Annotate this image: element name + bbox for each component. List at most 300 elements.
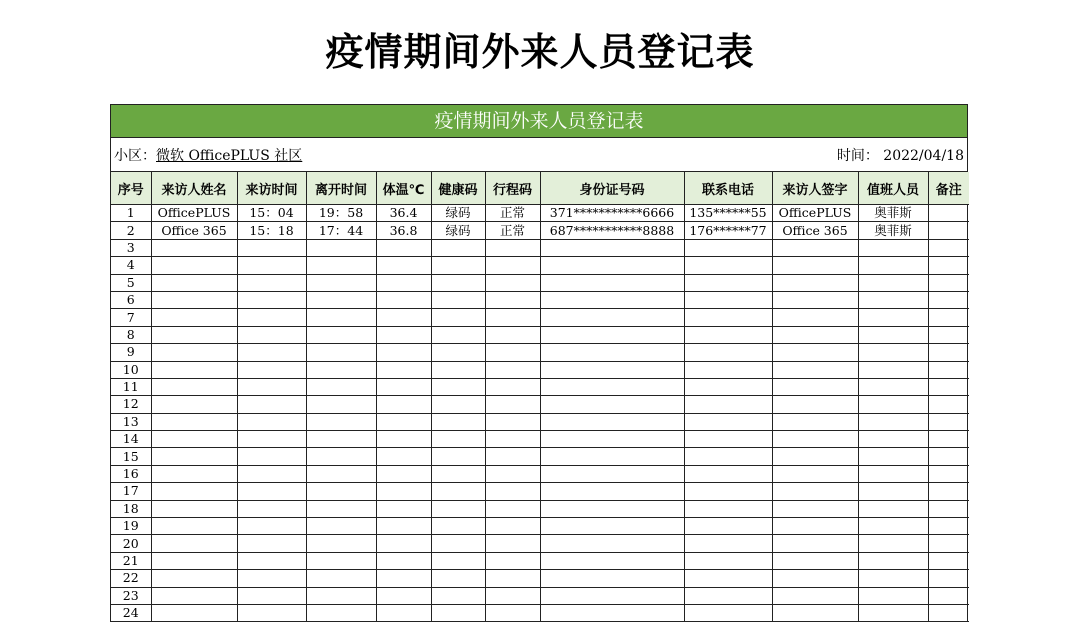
table-cell-temperature[interactable] bbox=[376, 483, 431, 500]
table-cell-health-code[interactable] bbox=[431, 361, 485, 378]
table-cell-visit-time[interactable] bbox=[237, 413, 306, 430]
row-index-cell: 20 bbox=[111, 535, 151, 552]
table-cell-id-number[interactable] bbox=[540, 448, 684, 465]
table-row bbox=[111, 465, 969, 482]
table-cell-remarks[interactable] bbox=[928, 518, 969, 535]
table-cell-travel-code[interactable] bbox=[485, 500, 540, 517]
table-cell-duty-staff[interactable] bbox=[858, 535, 928, 552]
header-col-duty-staff: 值班人员 bbox=[858, 172, 928, 205]
table-cell-visitor-name[interactable] bbox=[151, 274, 237, 291]
table-cell-travel-code[interactable] bbox=[485, 552, 540, 569]
community-value[interactable]: 微软 OfficePLUS 社区 bbox=[156, 147, 303, 164]
table-cell-temperature[interactable] bbox=[376, 396, 431, 413]
table-cell-visit-time[interactable] bbox=[237, 361, 306, 378]
header-col-leave-time: 离开时间 bbox=[306, 172, 376, 205]
table-cell-remarks[interactable] bbox=[928, 465, 969, 482]
table-cell-travel-code[interactable] bbox=[485, 570, 540, 587]
table-cell-remarks[interactable] bbox=[928, 291, 969, 308]
table-cell-visitor-name[interactable] bbox=[151, 518, 237, 535]
table-cell-signature[interactable] bbox=[772, 413, 858, 430]
table-cell-duty-staff[interactable] bbox=[858, 309, 928, 326]
table-cell-visitor-name[interactable] bbox=[151, 465, 237, 482]
table-cell-remarks[interactable] bbox=[928, 205, 969, 222]
table-cell-temperature[interactable] bbox=[376, 552, 431, 569]
table-cell-signature[interactable]: OfficePLUS bbox=[772, 205, 858, 222]
table-cell-signature[interactable] bbox=[772, 396, 858, 413]
table-cell-leave-time[interactable]: 19：58 bbox=[306, 205, 376, 222]
table-cell-visitor-name[interactable] bbox=[151, 587, 237, 604]
table-cell-visitor-name[interactable] bbox=[151, 239, 237, 256]
table-cell-leave-time[interactable] bbox=[306, 396, 376, 413]
table-cell-phone[interactable] bbox=[684, 378, 772, 395]
row-index-cell: 6 bbox=[111, 291, 151, 308]
table-cell-signature[interactable] bbox=[772, 483, 858, 500]
table-cell-visit-time[interactable] bbox=[237, 570, 306, 587]
table-cell-signature[interactable] bbox=[772, 500, 858, 517]
table-cell-visit-time[interactable]: 15：18 bbox=[237, 222, 306, 239]
table-cell-travel-code[interactable] bbox=[485, 465, 540, 482]
table-cell-leave-time[interactable] bbox=[306, 344, 376, 361]
table-cell-leave-time[interactable] bbox=[306, 413, 376, 430]
row-index-cell: 24 bbox=[111, 604, 151, 621]
table-cell-travel-code[interactable] bbox=[485, 344, 540, 361]
table-cell-visit-time[interactable] bbox=[237, 309, 306, 326]
table-cell-duty-staff[interactable] bbox=[858, 500, 928, 517]
table-cell-temperature[interactable] bbox=[376, 291, 431, 308]
row-index-cell: 10 bbox=[111, 361, 151, 378]
table-cell-travel-code[interactable] bbox=[485, 396, 540, 413]
table-cell-remarks[interactable] bbox=[928, 448, 969, 465]
table-cell-id-number[interactable] bbox=[540, 257, 684, 274]
table-cell-visit-time[interactable] bbox=[237, 448, 306, 465]
table-cell-duty-staff[interactable] bbox=[858, 465, 928, 482]
sheet-banner-title: 疫情期间外来人员登记表 bbox=[111, 105, 967, 138]
table-cell-visit-time[interactable] bbox=[237, 465, 306, 482]
table-cell-travel-code[interactable] bbox=[485, 239, 540, 256]
table-cell-signature[interactable] bbox=[772, 291, 858, 308]
table-cell-leave-time[interactable] bbox=[306, 257, 376, 274]
table-cell-travel-code[interactable] bbox=[485, 326, 540, 343]
table-cell-visit-time[interactable] bbox=[237, 326, 306, 343]
table-cell-id-number[interactable] bbox=[540, 413, 684, 430]
table-cell-visitor-name[interactable] bbox=[151, 291, 237, 308]
table-cell-leave-time[interactable]: 17：44 bbox=[306, 222, 376, 239]
table-cell-health-code[interactable] bbox=[431, 483, 485, 500]
table-cell-temperature[interactable] bbox=[376, 413, 431, 430]
table-cell-remarks[interactable] bbox=[928, 274, 969, 291]
row-index-cell: 13 bbox=[111, 413, 151, 430]
table-cell-health-code[interactable]: 绿码 bbox=[431, 222, 485, 239]
table-cell-temperature[interactable] bbox=[376, 274, 431, 291]
table-cell-leave-time[interactable] bbox=[306, 604, 376, 621]
table-cell-duty-staff[interactable] bbox=[858, 291, 928, 308]
table-cell-id-number[interactable]: 371***********6666 bbox=[540, 205, 684, 222]
table-cell-travel-code[interactable] bbox=[485, 361, 540, 378]
table-cell-phone[interactable] bbox=[684, 361, 772, 378]
table-cell-duty-staff[interactable] bbox=[858, 361, 928, 378]
table-cell-id-number[interactable] bbox=[540, 431, 684, 448]
table-cell-leave-time[interactable] bbox=[306, 570, 376, 587]
table-cell-phone[interactable] bbox=[684, 396, 772, 413]
table-cell-duty-staff[interactable] bbox=[858, 274, 928, 291]
header-col-travel-code: 行程码 bbox=[485, 172, 540, 205]
table-cell-remarks[interactable] bbox=[928, 431, 969, 448]
table-cell-temperature[interactable] bbox=[376, 431, 431, 448]
header-col-index: 序号 bbox=[111, 172, 151, 205]
table-cell-remarks[interactable] bbox=[928, 535, 969, 552]
table-cell-health-code[interactable] bbox=[431, 413, 485, 430]
table-cell-visitor-name[interactable] bbox=[151, 604, 237, 621]
table-cell-travel-code[interactable] bbox=[485, 431, 540, 448]
table-cell-remarks[interactable] bbox=[928, 309, 969, 326]
table-cell-phone[interactable] bbox=[684, 552, 772, 569]
table-row bbox=[111, 552, 969, 569]
table-cell-health-code[interactable] bbox=[431, 309, 485, 326]
table-cell-visit-time[interactable] bbox=[237, 274, 306, 291]
table-cell-phone[interactable] bbox=[684, 500, 772, 517]
table-cell-travel-code[interactable] bbox=[485, 483, 540, 500]
row-index-cell: 19 bbox=[111, 518, 151, 535]
table-cell-visitor-name[interactable] bbox=[151, 361, 237, 378]
table-cell-visit-time[interactable] bbox=[237, 239, 306, 256]
table-cell-visit-time[interactable] bbox=[237, 535, 306, 552]
table-cell-id-number[interactable] bbox=[540, 344, 684, 361]
table-cell-leave-time[interactable] bbox=[306, 378, 376, 395]
table-cell-temperature[interactable] bbox=[376, 535, 431, 552]
table-cell-remarks[interactable] bbox=[928, 326, 969, 343]
table-cell-health-code[interactable] bbox=[431, 326, 485, 343]
table-cell-health-code[interactable] bbox=[431, 291, 485, 308]
table-cell-id-number[interactable] bbox=[540, 465, 684, 482]
table-row bbox=[111, 518, 969, 535]
table-cell-phone[interactable] bbox=[684, 413, 772, 430]
table-cell-duty-staff[interactable] bbox=[858, 413, 928, 430]
table-cell-remarks[interactable] bbox=[928, 587, 969, 604]
table-cell-duty-staff[interactable] bbox=[858, 587, 928, 604]
table-row bbox=[111, 257, 969, 274]
table-cell-leave-time[interactable] bbox=[306, 483, 376, 500]
table-cell-visitor-name[interactable] bbox=[151, 396, 237, 413]
table-cell-duty-staff[interactable] bbox=[858, 518, 928, 535]
table-cell-health-code[interactable] bbox=[431, 587, 485, 604]
table-cell-phone[interactable] bbox=[684, 431, 772, 448]
table-cell-health-code[interactable] bbox=[431, 448, 485, 465]
table-cell-duty-staff[interactable]: 奥菲斯 bbox=[858, 205, 928, 222]
table-cell-temperature[interactable] bbox=[376, 309, 431, 326]
row-index-cell: 1 bbox=[111, 205, 151, 222]
table-cell-visitor-name[interactable] bbox=[151, 326, 237, 343]
table-cell-travel-code[interactable] bbox=[485, 604, 540, 621]
table-cell-signature[interactable] bbox=[772, 239, 858, 256]
table-cell-temperature[interactable] bbox=[376, 344, 431, 361]
table-cell-phone[interactable] bbox=[684, 239, 772, 256]
table-cell-duty-staff[interactable] bbox=[858, 239, 928, 256]
table-cell-phone[interactable] bbox=[684, 291, 772, 308]
table-cell-health-code[interactable] bbox=[431, 274, 485, 291]
table-cell-temperature[interactable] bbox=[376, 257, 431, 274]
table-cell-visit-time[interactable]: 15：04 bbox=[237, 205, 306, 222]
table-cell-duty-staff[interactable] bbox=[858, 483, 928, 500]
table-cell-duty-staff[interactable] bbox=[858, 326, 928, 343]
table-row bbox=[111, 309, 969, 326]
table-cell-health-code[interactable] bbox=[431, 518, 485, 535]
table-cell-visit-time[interactable] bbox=[237, 518, 306, 535]
table-cell-phone[interactable] bbox=[684, 570, 772, 587]
table-cell-health-code[interactable] bbox=[431, 465, 485, 482]
table-cell-visit-time[interactable] bbox=[237, 604, 306, 621]
table-cell-signature[interactable] bbox=[772, 552, 858, 569]
table-cell-remarks[interactable] bbox=[928, 344, 969, 361]
table-cell-temperature[interactable] bbox=[376, 587, 431, 604]
table-row bbox=[111, 222, 969, 239]
table-cell-id-number[interactable] bbox=[540, 552, 684, 569]
table-cell-id-number[interactable] bbox=[540, 274, 684, 291]
table-cell-temperature[interactable] bbox=[376, 465, 431, 482]
table-cell-id-number[interactable] bbox=[540, 309, 684, 326]
table-cell-travel-code[interactable] bbox=[485, 291, 540, 308]
table-cell-leave-time[interactable] bbox=[306, 274, 376, 291]
table-cell-travel-code[interactable] bbox=[485, 413, 540, 430]
table-cell-remarks[interactable] bbox=[928, 604, 969, 621]
table-cell-health-code[interactable] bbox=[431, 552, 485, 569]
table-cell-visit-time[interactable] bbox=[237, 587, 306, 604]
table-cell-remarks[interactable] bbox=[928, 239, 969, 256]
table-cell-duty-staff[interactable] bbox=[858, 344, 928, 361]
table-cell-remarks[interactable] bbox=[928, 413, 969, 430]
table-cell-signature[interactable] bbox=[772, 518, 858, 535]
row-index-cell: 11 bbox=[111, 378, 151, 395]
table-cell-phone[interactable] bbox=[684, 483, 772, 500]
table-cell-id-number[interactable] bbox=[540, 500, 684, 517]
community-info bbox=[114, 145, 302, 165]
table-cell-signature[interactable] bbox=[772, 465, 858, 482]
table-cell-visitor-name[interactable]: Office 365 bbox=[151, 222, 237, 239]
time-value[interactable]: 2022/04/18 bbox=[883, 147, 964, 164]
table-cell-visitor-name[interactable] bbox=[151, 483, 237, 500]
table-cell-travel-code[interactable] bbox=[485, 378, 540, 395]
table-cell-duty-staff[interactable]: 奥菲斯 bbox=[858, 222, 928, 239]
table-cell-leave-time[interactable] bbox=[306, 552, 376, 569]
table-cell-health-code[interactable] bbox=[431, 378, 485, 395]
table-cell-id-number[interactable] bbox=[540, 570, 684, 587]
table-cell-health-code[interactable] bbox=[431, 344, 485, 361]
table-cell-temperature[interactable] bbox=[376, 378, 431, 395]
table-cell-id-number[interactable] bbox=[540, 396, 684, 413]
table-cell-signature[interactable] bbox=[772, 604, 858, 621]
table-cell-travel-code[interactable] bbox=[485, 257, 540, 274]
table-cell-temperature[interactable]: 36.4 bbox=[376, 205, 431, 222]
table-cell-leave-time[interactable] bbox=[306, 326, 376, 343]
row-index-cell: 18 bbox=[111, 500, 151, 517]
table-cell-leave-time[interactable] bbox=[306, 535, 376, 552]
table-row bbox=[111, 604, 969, 621]
table-cell-id-number[interactable] bbox=[540, 291, 684, 308]
row-index-cell: 16 bbox=[111, 465, 151, 482]
table-cell-phone[interactable] bbox=[684, 448, 772, 465]
table-cell-leave-time[interactable] bbox=[306, 518, 376, 535]
table-cell-travel-code[interactable] bbox=[485, 309, 540, 326]
table-cell-remarks[interactable] bbox=[928, 257, 969, 274]
table-cell-remarks[interactable] bbox=[928, 378, 969, 395]
table-cell-phone[interactable] bbox=[684, 344, 772, 361]
table-cell-visit-time[interactable] bbox=[237, 483, 306, 500]
table-cell-visit-time[interactable] bbox=[237, 396, 306, 413]
table-cell-remarks[interactable] bbox=[928, 552, 969, 569]
table-cell-signature[interactable] bbox=[772, 378, 858, 395]
table-cell-visit-time[interactable] bbox=[237, 378, 306, 395]
table-cell-phone[interactable]: 135******55 bbox=[684, 205, 772, 222]
table-cell-phone[interactable] bbox=[684, 587, 772, 604]
table-cell-leave-time[interactable] bbox=[306, 587, 376, 604]
table-cell-visitor-name[interactable] bbox=[151, 431, 237, 448]
table-cell-visitor-name[interactable] bbox=[151, 570, 237, 587]
table-cell-health-code[interactable] bbox=[431, 431, 485, 448]
table-cell-health-code[interactable] bbox=[431, 604, 485, 621]
table-cell-remarks[interactable] bbox=[928, 500, 969, 517]
table-cell-leave-time[interactable] bbox=[306, 500, 376, 517]
table-row bbox=[111, 483, 969, 500]
table-cell-temperature[interactable] bbox=[376, 239, 431, 256]
table-cell-id-number[interactable] bbox=[540, 239, 684, 256]
table-cell-visitor-name[interactable] bbox=[151, 257, 237, 274]
table-cell-duty-staff[interactable] bbox=[858, 552, 928, 569]
table-cell-visit-time[interactable] bbox=[237, 552, 306, 569]
table-cell-travel-code[interactable] bbox=[485, 448, 540, 465]
table-cell-signature[interactable]: Office 365 bbox=[772, 222, 858, 239]
table-cell-health-code[interactable]: 绿码 bbox=[431, 205, 485, 222]
row-index-cell: 22 bbox=[111, 570, 151, 587]
table-cell-remarks[interactable] bbox=[928, 222, 969, 239]
table-cell-signature[interactable] bbox=[772, 587, 858, 604]
table-cell-id-number[interactable] bbox=[540, 361, 684, 378]
table-cell-leave-time[interactable] bbox=[306, 448, 376, 465]
table-cell-id-number[interactable] bbox=[540, 518, 684, 535]
table-cell-visitor-name[interactable] bbox=[151, 500, 237, 517]
table-cell-signature[interactable] bbox=[772, 309, 858, 326]
table-cell-id-number[interactable] bbox=[540, 604, 684, 621]
table-cell-visitor-name[interactable] bbox=[151, 413, 237, 430]
table-cell-visitor-name[interactable] bbox=[151, 378, 237, 395]
table-cell-remarks[interactable] bbox=[928, 483, 969, 500]
table-cell-visit-time[interactable] bbox=[237, 500, 306, 517]
table-cell-health-code[interactable] bbox=[431, 239, 485, 256]
table-cell-temperature[interactable] bbox=[376, 500, 431, 517]
table-cell-duty-staff[interactable] bbox=[858, 570, 928, 587]
registration-sheet bbox=[110, 104, 968, 622]
table-cell-duty-staff[interactable] bbox=[858, 604, 928, 621]
table-cell-duty-staff[interactable] bbox=[858, 257, 928, 274]
table-cell-leave-time[interactable] bbox=[306, 309, 376, 326]
table-cell-health-code[interactable] bbox=[431, 535, 485, 552]
table-cell-phone[interactable] bbox=[684, 309, 772, 326]
table-cell-phone[interactable] bbox=[684, 326, 772, 343]
table-cell-leave-time[interactable] bbox=[306, 465, 376, 482]
table-cell-visitor-name[interactable] bbox=[151, 309, 237, 326]
table-cell-signature[interactable] bbox=[772, 431, 858, 448]
table-cell-visit-time[interactable] bbox=[237, 291, 306, 308]
table-cell-phone[interactable] bbox=[684, 257, 772, 274]
table-cell-leave-time[interactable] bbox=[306, 361, 376, 378]
table-cell-signature[interactable] bbox=[772, 274, 858, 291]
table-cell-visit-time[interactable] bbox=[237, 431, 306, 448]
table-cell-signature[interactable] bbox=[772, 326, 858, 343]
table-cell-id-number[interactable] bbox=[540, 378, 684, 395]
table-cell-travel-code[interactable]: 正常 bbox=[485, 205, 540, 222]
table-cell-phone[interactable] bbox=[684, 518, 772, 535]
table-cell-visitor-name[interactable] bbox=[151, 535, 237, 552]
table-cell-remarks[interactable] bbox=[928, 570, 969, 587]
table-cell-visitor-name[interactable] bbox=[151, 448, 237, 465]
table-row bbox=[111, 326, 969, 343]
table-cell-travel-code[interactable] bbox=[485, 518, 540, 535]
table-cell-visit-time[interactable] bbox=[237, 257, 306, 274]
row-index-cell: 5 bbox=[111, 274, 151, 291]
table-cell-phone[interactable]: 176******77 bbox=[684, 222, 772, 239]
table-cell-duty-staff[interactable] bbox=[858, 396, 928, 413]
table-cell-travel-code[interactable] bbox=[485, 274, 540, 291]
table-cell-id-number[interactable]: 687***********8888 bbox=[540, 222, 684, 239]
table-cell-temperature[interactable] bbox=[376, 361, 431, 378]
table-cell-visitor-name[interactable] bbox=[151, 344, 237, 361]
table-cell-remarks[interactable] bbox=[928, 396, 969, 413]
table-cell-phone[interactable] bbox=[684, 535, 772, 552]
table-cell-signature[interactable] bbox=[772, 257, 858, 274]
table-cell-remarks[interactable] bbox=[928, 361, 969, 378]
table-row bbox=[111, 500, 969, 517]
table-cell-phone[interactable] bbox=[684, 604, 772, 621]
table-cell-temperature[interactable] bbox=[376, 326, 431, 343]
table-cell-temperature[interactable] bbox=[376, 604, 431, 621]
table-cell-health-code[interactable] bbox=[431, 257, 485, 274]
table-cell-signature[interactable] bbox=[772, 535, 858, 552]
table-cell-travel-code[interactable]: 正常 bbox=[485, 222, 540, 239]
table-cell-id-number[interactable] bbox=[540, 587, 684, 604]
table-cell-signature[interactable] bbox=[772, 361, 858, 378]
table-cell-travel-code[interactable] bbox=[485, 535, 540, 552]
table-row bbox=[111, 396, 969, 413]
table-cell-visitor-name[interactable]: OfficePLUS bbox=[151, 205, 237, 222]
table-cell-leave-time[interactable] bbox=[306, 291, 376, 308]
table-cell-visit-time[interactable] bbox=[237, 344, 306, 361]
table-cell-phone[interactable] bbox=[684, 274, 772, 291]
table-cell-signature[interactable] bbox=[772, 448, 858, 465]
table-row bbox=[111, 344, 969, 361]
table-cell-temperature[interactable] bbox=[376, 518, 431, 535]
header-col-visitor-name: 来访人姓名 bbox=[151, 172, 237, 205]
table-cell-temperature[interactable]: 36.8 bbox=[376, 222, 431, 239]
table-cell-duty-staff[interactable] bbox=[858, 448, 928, 465]
table-cell-temperature[interactable] bbox=[376, 570, 431, 587]
table-cell-travel-code[interactable] bbox=[485, 587, 540, 604]
table-cell-id-number[interactable] bbox=[540, 326, 684, 343]
table-cell-id-number[interactable] bbox=[540, 483, 684, 500]
time-label: 时间： bbox=[836, 147, 879, 164]
table-cell-leave-time[interactable] bbox=[306, 431, 376, 448]
table-cell-health-code[interactable] bbox=[431, 500, 485, 517]
table-cell-duty-staff[interactable] bbox=[858, 431, 928, 448]
table-cell-visitor-name[interactable] bbox=[151, 552, 237, 569]
row-index-cell: 8 bbox=[111, 326, 151, 343]
table-cell-signature[interactable] bbox=[772, 344, 858, 361]
table-cell-leave-time[interactable] bbox=[306, 239, 376, 256]
table-cell-health-code[interactable] bbox=[431, 396, 485, 413]
table-cell-id-number[interactable] bbox=[540, 535, 684, 552]
table-cell-temperature[interactable] bbox=[376, 448, 431, 465]
table-cell-phone[interactable] bbox=[684, 465, 772, 482]
table-cell-signature[interactable] bbox=[772, 570, 858, 587]
table-cell-duty-staff[interactable] bbox=[858, 378, 928, 395]
table-cell-health-code[interactable] bbox=[431, 570, 485, 587]
